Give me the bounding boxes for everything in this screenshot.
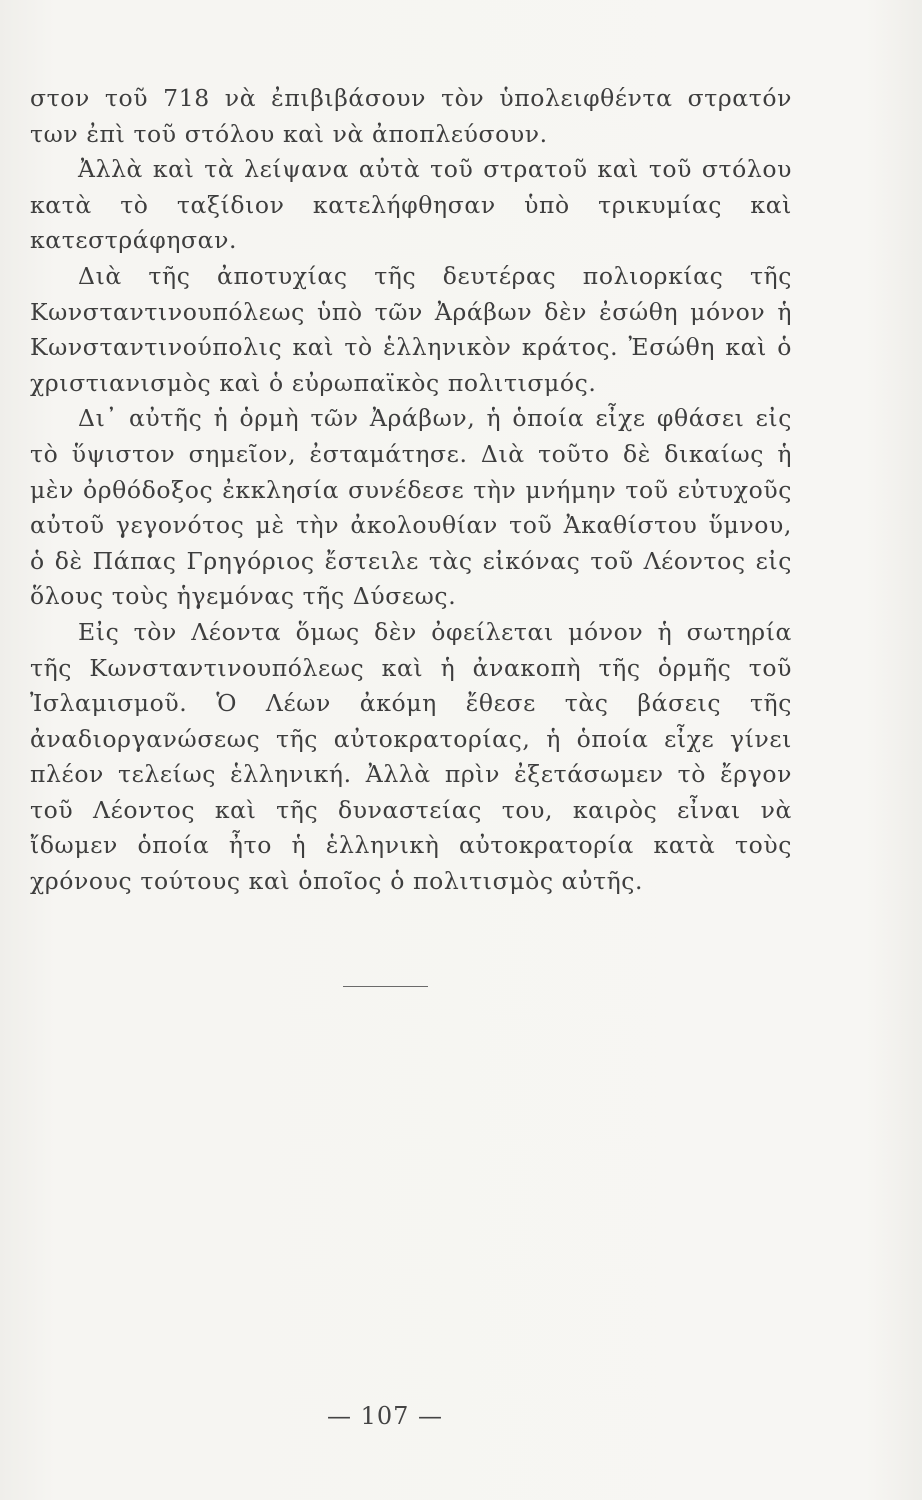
section-divider (343, 986, 428, 987)
body-text (30, 81, 792, 900)
paragraph-4: Δι᾽ αὐτῆς ἡ ὁρμὴ τῶν Ἀράβων, ἡ ὁποία εἶχε φθάσει εἰς τὸ ὕψιστον σημεῖον, ἐσταμάτησε. Διὰ τοῦτο δὲ δικαίως ἡ μὲν ὀρθόδοξος ἐκκλησία συνέδεσε τὴν μνήμην τοῦ εὐτυχοῦς αὐτοῦ γεγονότος μὲ τὴν ἀκολουθίαν τοῦ Ἀκαθίστου ὕμνου, ὁ δὲ Πάπας Γρηγόριος ἔστειλε τὰς εἰκόνας τοῦ Λέοντος εἰς ὅλους τοὺς ἡγεμόνας τῆς Δύσεως. (30, 404, 792, 611)
page-number: — 107 — (326, 1402, 444, 1430)
paragraph-3: Διὰ τῆς ἀποτυχίας τῆς δευτέρας πολιορκίας τῆς Κωνσταντινουπόλεως ὑπὸ τῶν Ἀράβων δὲν ἐσώθη μόνον ἡ Κωνσταντινούπολις καὶ τὸ ἑλληνικὸν κράτος. Ἐσώθη καὶ ὁ χριστιανισμὸς καὶ ὁ εὐρωπαϊκὸς πολιτισμός. (30, 261, 792, 397)
paragraph-1: στον τοῦ 718 νὰ ἐπιβιβάσουν τὸν ὑπολειφθέντα στρατόν των ἐπὶ τοῦ στόλου καὶ νὰ ἀποπλεύσουν. (30, 84, 792, 148)
paragraph-5: Εἰς τὸν Λέοντα ὅμως δὲν ὀφείλεται μόνον ἡ σωτηρία τῆς Κωνσταντινουπόλεως καὶ ἡ ἀνακοπὴ τῆς ὁρμῆς τοῦ Ἰσλαμισμοῦ. Ὁ Λέων ἀκόμη ἔθεσε τὰς βάσεις τῆς ἀναδιοργανώσεως τῆς αὐτοκρατορίας, ἡ ὁποία εἶχε γίνει πλέον τελείως ἑλληνική. Ἀλλὰ πρὶν ἐξετάσωμεν τὸ ἔργον τοῦ Λέοντος καὶ τῆς δυναστείας του, καιρὸς εἶναι νὰ ἴδωμεν ὁποία ἦτο ἡ ἑλληνικὴ αὐτοκρατορία κατὰ τοὺς χρόνους τούτους καὶ ὁποῖος ὁ πολιτισμὸς αὐτῆς. (30, 617, 792, 896)
paragraph-2: Ἀλλὰ καὶ τὰ λείψανα αὐτὰ τοῦ στρατοῦ καὶ τοῦ στόλου κατὰ τὸ ταξίδιον κατελήφθησαν ὑπὸ τρικυμίας καὶ κατεστράφησαν. (30, 155, 792, 255)
